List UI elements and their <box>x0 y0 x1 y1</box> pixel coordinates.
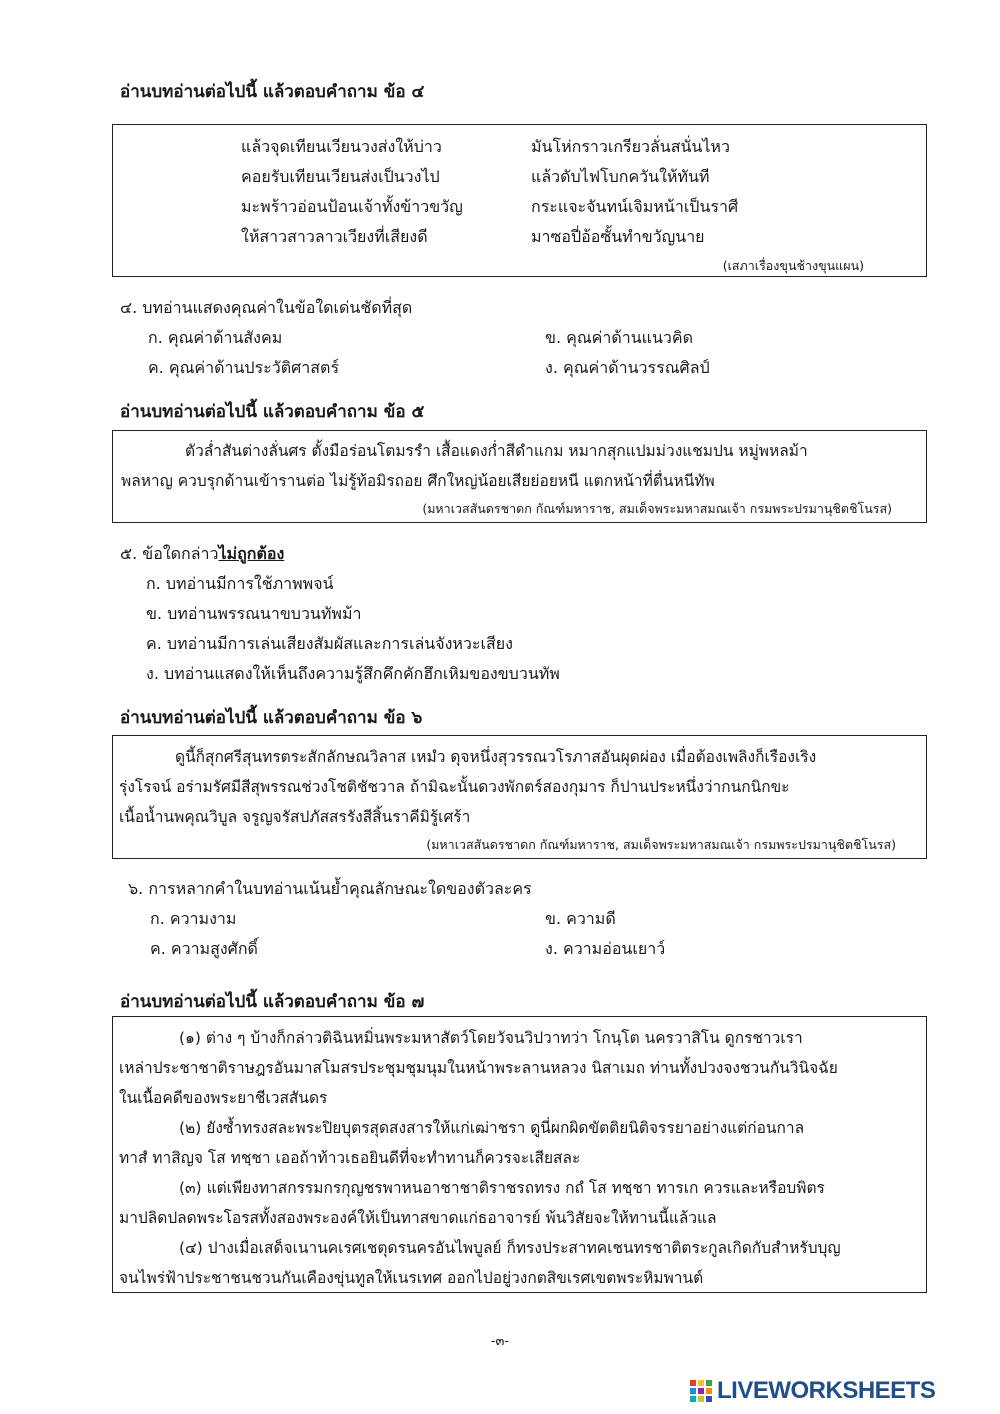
passage-line: รุ่งโรจน์ อร่ามรัศมีสีสุพรรณช่วงโชติชัชวาล ถ้ามิฉะนั้นดวงพักตร์สองกุมาร ก็ปานประหนึ่งว่ากนกนิกขะ <box>119 778 790 796</box>
passage-line: (๒) ยังซ้ำทรงสละพระปิยบุตรสุดสงสารให้แก่เฒ่าชรา ดูนี่ผกผิดขัตติยนิติจรรยาอย่างแต่ก่อนกาล <box>179 1119 805 1137</box>
question-4-option-a[interactable]: ก. คุณค่าด้านสังคม <box>148 328 283 347</box>
logo-square <box>706 1380 712 1386</box>
passage-line: (๔) ปางเมื่อเสด็จเนานคเรศเชตุดรนครอันไพบูลย์ ก็ทรงประสาทคเชนทรชาติตระกูลเกิดกับสำหรับบุญ <box>179 1239 841 1257</box>
question-4-option-b[interactable]: ข. คุณค่าด้านแนวคิด <box>545 328 693 347</box>
question-6-option-b[interactable]: ข. ความดี <box>545 909 616 928</box>
poem-line: ให้สาวสาวลาวเวียงที่เสียงดี <box>241 227 428 246</box>
passage-line: เหล่าประชาชาติราษฎรอันมาสโมสรประชุมชุมนุมในหน้าพระลานหลวง นิสาเมถ ท่านทั้งปวงจงชวนกันวินิจฉัย <box>119 1059 838 1077</box>
page-number: -๓- <box>490 1334 510 1349</box>
question-5-emphasis: ไม่ถูกต้อง <box>218 544 285 563</box>
passage-7-box <box>112 1016 927 1293</box>
passage-5-citation: (มหาเวสสันดรชาดก กัณฑ์มหาราช, สมเด็จพระมหาสมณเจ้า กรมพระปรมานุชิตชิโนรส) <box>422 501 892 516</box>
logo-square <box>690 1388 696 1394</box>
passage-line: เนื้อน้ำนพคุณวิบูล จรูญจรัสปภัสสรรังสีสิ้นราคีมิรู้เศร้า <box>119 808 471 826</box>
passage-5-box <box>112 430 927 523</box>
question-6-option-d[interactable]: ง. ความอ่อนเยาว์ <box>545 939 666 958</box>
poem-line: แล้วดับไฟโบกควันให้ทันที <box>531 167 710 186</box>
passage-line: จนไพร่ฟ้าประชาชนชวนกันเคืองขุ่นทูลให้เนรเทศ ออกไปอยู่วงกตสิขเรศเขตพระหิมพานต์ <box>119 1269 704 1287</box>
poem-line: กระแจะจันทน์เจิมหน้าเป็นราศี <box>531 197 739 216</box>
question-5-option-c[interactable]: ค. บทอ่านมีการเล่นเสียงสัมผัสและการเล่นจังหวะเสียง <box>146 634 513 653</box>
question-6: ๖. การหลากคำในบทอ่านเน้นย้ำคุณลักษณะใดของตัวละคร <box>128 879 532 898</box>
question-5-option-b[interactable]: ข. บทอ่านพรรณนาขบวนทัพม้า <box>146 604 362 623</box>
passage-line: (๑) ต่าง ๆ บ้างก็กล่าวติฉินหมิ่นพระมหาสัตว์โดยวัจนวิปวาทว่า โกนฺโต นครวาสิโน ดูกรชาวเรา <box>179 1029 803 1047</box>
logo-square <box>690 1396 696 1402</box>
poem-line: แล้วจุดเทียนเวียนวงส่งให้บ่าว <box>241 137 442 156</box>
liveworksheets-logo-icon <box>690 1380 714 1404</box>
passage-line: (๓) แต่เพียงทาสกรรมกรกุญชรพาหนอาชาชาติราชรถทรง กถํ โส ทชฺชา ทารเก ควรและหรือบพิตร <box>179 1179 825 1197</box>
section-4-heading: อ่านบทอ่านต่อไปนี้ แล้วตอบคำถาม ข้อ ๔ <box>120 82 425 102</box>
passage-6-citation: (มหาเวสสันดรชาดก กัณฑ์มหาราช, สมเด็จพระมหาสมณเจ้า กรมพระปรมานุชิตชิโนรส) <box>426 837 896 852</box>
logo-square <box>698 1388 704 1394</box>
logo-square <box>698 1380 704 1386</box>
section-5-heading: อ่านบทอ่านต่อไปนี้ แล้วตอบคำถาม ข้อ ๕ <box>120 402 425 422</box>
passage-line: ดูนี้ก็สุกศรีสุนทรตระสักลักษณวิลาส เหมํว ดุจหนึ่งสุวรรณวโรภาสอันผุดผ่อง เมื่อต้องเพลิงก็เรืองเริง <box>175 748 817 766</box>
passage-line: ในเนื้อคดีของพระยาชีเวสสันดร <box>119 1089 328 1107</box>
passage-line: มาปลิดปลดพระโอรสทั้งสองพระองค์ให้เป็นทาสขาดแก่ธอาจารย์ พ้นวิสัยจะให้ทานนี้แล้วแล <box>119 1209 717 1227</box>
poem-line: มาซอปี่อ้อซั้นทำขวัญนาย <box>531 227 705 246</box>
question-5 <box>120 542 284 567</box>
section-7-heading: อ่านบทอ่านต่อไปนี้ แล้วตอบคำถาม ข้อ ๗ <box>120 992 425 1012</box>
section-6-heading: อ่านบทอ่านต่อไปนี้ แล้วตอบคำถาม ข้อ ๖ <box>120 708 423 728</box>
logo-square <box>706 1388 712 1394</box>
passage-6-box <box>112 735 927 859</box>
question-5-option-d[interactable]: ง. บทอ่านแสดงให้เห็นถึงความรู้สึกคึกคักฮึกเหิมของขบวนทัพ <box>146 664 560 683</box>
logo-square <box>690 1380 696 1386</box>
liveworksheets-brand[interactable] <box>690 1375 990 1405</box>
question-4: ๔. บทอ่านแสดงคุณค่าในข้อใดเด่นชัดที่สุด <box>120 298 413 317</box>
question-4-option-c[interactable]: ค. คุณค่าด้านประวัติศาสตร์ <box>148 358 340 377</box>
question-5-text: ๕. ข้อใดกล่าว <box>120 544 219 563</box>
logo-square <box>706 1396 712 1402</box>
poem-citation: (เสภาเรื่องขุนช้างขุนแผน) <box>722 258 864 273</box>
brand-name: LIVEWORKSHEETS <box>717 1377 936 1404</box>
passage-line: พลหาญ ควบรุกด้านเข้ารานต่อ ไม่รู้ท้อมิรถอย ศึกใหญ่น้อยเสียย่อยหนี แตกหน้าที่ตื่นหนีทัพ <box>121 472 715 490</box>
poem-line: มะพร้าวอ่อนป้อนเจ้าทั้งข้าวขวัญ <box>241 197 463 216</box>
logo-square <box>698 1396 704 1402</box>
question-6-option-c[interactable]: ค. ความสูงศักดิ์ <box>150 939 258 958</box>
poem-line: มันโห่กราวเกรียวลั่นสนั่นไหว <box>531 137 730 156</box>
poem-line: คอยรับเทียนเวียนส่งเป็นวงไป <box>241 167 440 186</box>
question-5-option-a[interactable]: ก. บทอ่านมีการใช้ภาพพจน์ <box>146 574 334 593</box>
passage-line: ทาสํ ทาสิญจ โส ทชฺชา เออถ้าท้าวเธอยินดีที่จะทำทานก็ควรจะเสียสละ <box>119 1149 581 1167</box>
question-4-option-d[interactable]: ง. คุณค่าด้านวรรณศิลป์ <box>545 358 710 377</box>
question-6-option-a[interactable]: ก. ความงาม <box>150 909 237 928</box>
poem-box <box>112 124 927 277</box>
passage-line: ตัวล่ำสันต่างลั่นศร ตั้งมือร่อนโตมรรำ เสื้อแดงก่ำสีดำแกม หมากสุกแปมม่วงแชมปน หมู่พหลม้า <box>185 442 808 460</box>
